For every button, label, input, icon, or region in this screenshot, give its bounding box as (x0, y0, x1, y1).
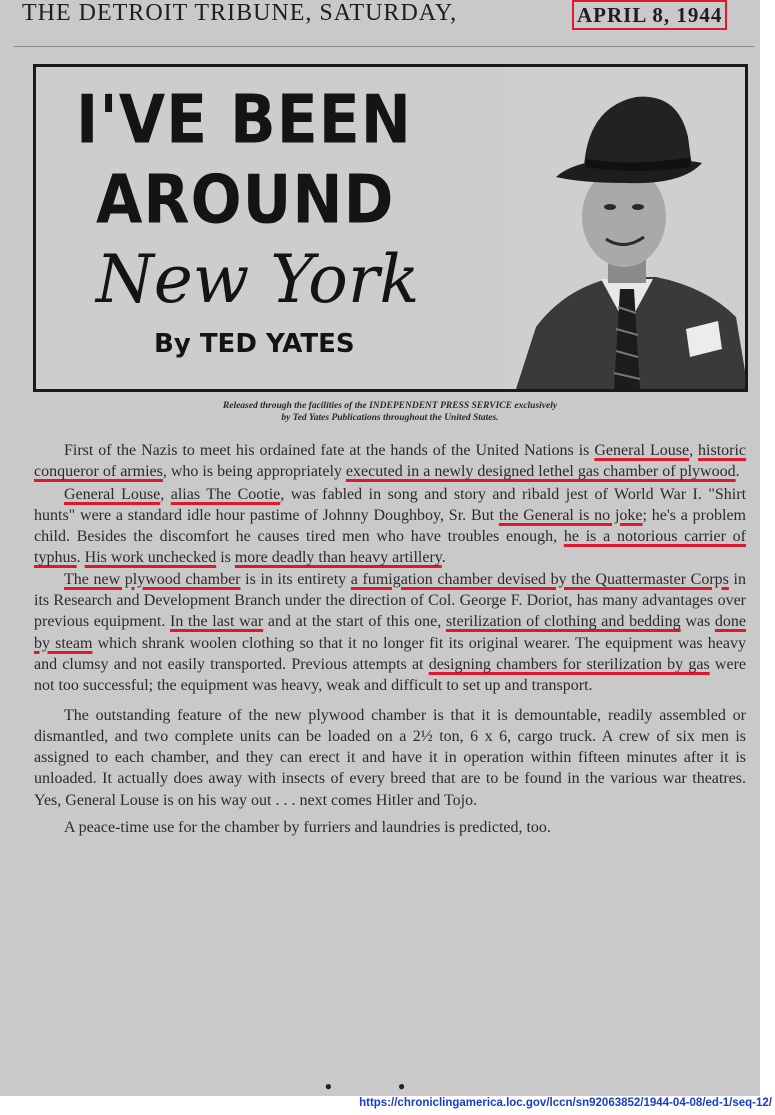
text-run: were not too successful; the equipment was heavy, weak and difficult to set up and transport. (34, 655, 747, 695)
text-run: ; he's a problem child. Besides the discomfort he causes tired men who have troubles enough, (34, 506, 746, 546)
highlighted-phrase: designing chambers for sterilization by gas (428, 655, 710, 673)
headline-line-2: AROUND (96, 161, 395, 240)
column-header-box (33, 64, 748, 392)
masthead-paper-name: THE DETROIT TRIBUNE, SATURDAY, (22, 0, 458, 26)
highlighted-phrase: done by steam (34, 613, 747, 652)
article-paragraph (34, 569, 746, 697)
article-paragraph (34, 440, 746, 483)
highlighted-phrase: alias The Cootie (170, 485, 281, 503)
headline-line-3: New York (96, 241, 420, 318)
highlighted-phrase: executed in a newly designed lethel gas chamber of plywood (345, 463, 736, 481)
masthead-date: APRIL 8, 1944 (572, 0, 727, 30)
text-run: and at the start of this one, (263, 613, 446, 631)
text-run: . (76, 549, 85, 567)
masthead (6, 0, 760, 32)
text-run: . (735, 463, 740, 481)
highlighted-phrase: more deadly than heavy artillery (234, 549, 442, 567)
byline: By TED YATES (154, 329, 355, 359)
highlighted-phrase: a fumigation chamber devised by the Quattermaster Corps (350, 570, 729, 588)
text-run: is in its entirety (240, 570, 351, 588)
text-run: was (680, 613, 715, 631)
masthead-rule (14, 46, 754, 47)
caption-line-2: by Ted Yates Publications throughout the United States. (281, 413, 499, 423)
highlighted-phrase: In the last war (170, 613, 264, 631)
text-run: which shrank woolen clothing so that it no longer fit its original wearer. The equipment was heavy and clumsy and not easily transported. Previous attempts at (34, 634, 746, 673)
caption-line-1: Released through the facilities of the INDEPENDENT PRESS SERVICE exclusively (222, 401, 558, 411)
article-body (34, 440, 746, 838)
highlighted-phrase: His work unchecked (84, 549, 217, 567)
text-run: is (216, 549, 235, 567)
highlighted-phrase: sterilization of clothing and bedding (445, 613, 681, 631)
highlighted-phrase: he is a notorious carrier of typhus (34, 528, 747, 567)
text-run: , (160, 485, 171, 503)
article-paragraph: A peace-time use for the chamber by furriers and laundries is predicted, too. (64, 819, 551, 837)
article-paragraph (34, 484, 746, 569)
end-mark: • • (324, 1074, 436, 1096)
highlighted-phrase: historic conqueror of armies (34, 442, 747, 481)
text-run: First of the Nazis to meet his ordained fate at the hands of the United Nations is (64, 442, 595, 459)
text-run: , (689, 442, 699, 459)
highlighted-phrase: The new plywood chamber (64, 570, 241, 588)
source-url: https://chroniclingamerica.loc.gov/lccn/sn92063852/1944-04-08/ed-1/seq-12/ (359, 1097, 772, 1109)
highlighted-phrase: the General is no joke (498, 506, 643, 524)
text-run: . (441, 549, 446, 567)
text-run: in its Research and Development Branch under the direction of Col. George F. Doriot, has many advantages over previous equipment. (34, 570, 746, 631)
syndication-caption (40, 400, 740, 424)
text-run: , who is being appropriately (162, 463, 346, 481)
highlighted-phrase: General Louse (594, 442, 690, 459)
text-run: , was fabled in song and story and ribald jest of World War I. "Shirt hunts" were a standard idle hour pastime of Johnny Doughboy, Sr. But (34, 485, 747, 524)
highlighted-phrase: General Louse (64, 485, 161, 503)
article-paragraph: The outstanding feature of the new plywood chamber is that it is demountable, readily assembled or dismantled, and two complete units can be loaded on a 2½ ton, 6 x 6, cargo truck. A crew of six men is assigned to each chamber, and they can erect it and have it in operation within fifteen minutes after it is unloaded. It actually does away with insects of every breed that are to be found in the various war theatres. Yes, General Louse is on his way out . . . next comes Hitler and Tojo. (34, 706, 746, 809)
author-portrait (506, 67, 748, 389)
headline-line-1: I'VE BEEN (76, 81, 412, 160)
